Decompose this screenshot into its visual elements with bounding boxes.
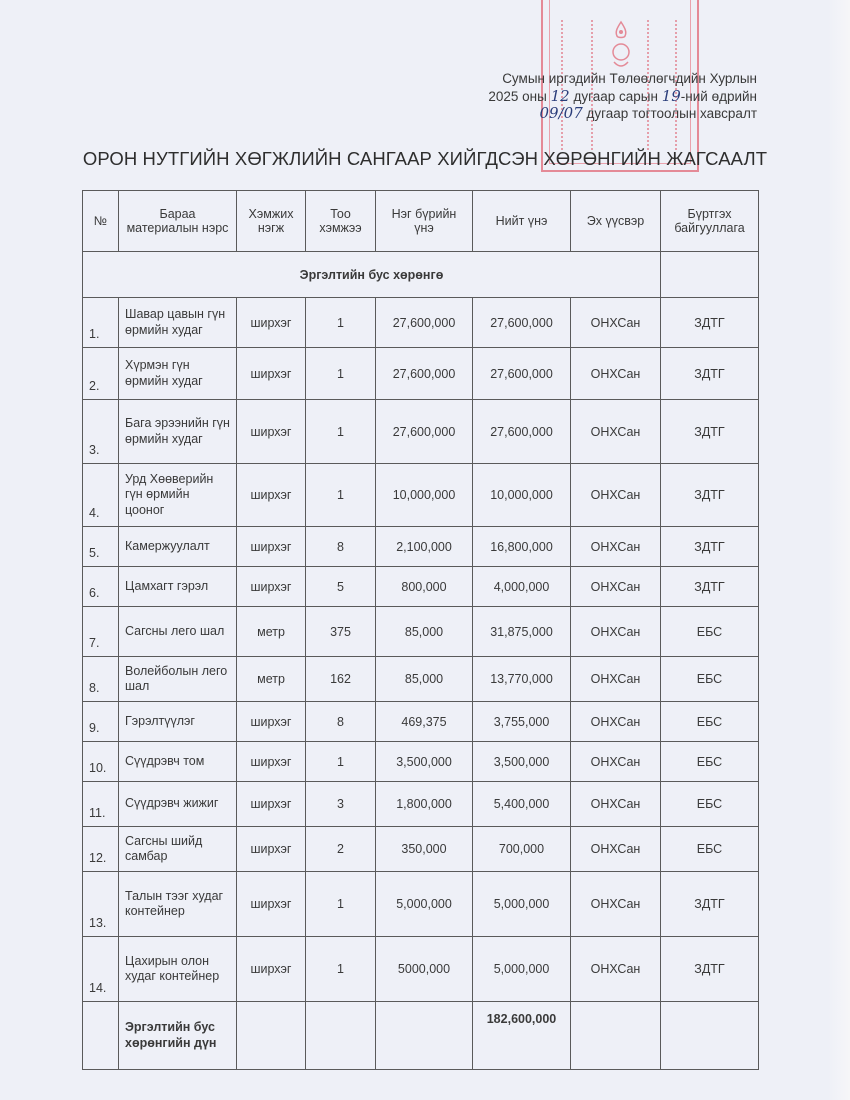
empty-cell [83,1002,119,1070]
quantity: 1 [306,937,376,1002]
total-price: 5,400,000 [473,782,571,827]
section-header-row [83,252,759,298]
source: ОНХСан [571,827,661,872]
source: ОНХСан [571,742,661,782]
header-source: Эх үүсвэр [571,191,661,252]
unit-price: 27,600,000 [376,298,473,348]
header-item-name: Бараа материалын нэрс [119,191,237,252]
table-row [83,400,759,464]
item-name: Хүрмэн гүн өрмийн худаг [119,348,237,400]
item-name: Урд Хөөверийн гүн өрмийн цооног [119,464,237,527]
quantity: 3 [306,782,376,827]
row-number: 13. [83,872,119,937]
unit: ширхэг [237,400,306,464]
header-unit-price: Нэг бүрийн үнэ [376,191,473,252]
table-row [83,567,759,607]
empty-cell [661,252,759,298]
source: ОНХСан [571,607,661,657]
table-row [83,742,759,782]
source: ОНХСан [571,298,661,348]
unit: ширхэг [237,872,306,937]
note-line-3 [488,105,757,123]
unit-price: 3,500,000 [376,742,473,782]
total-label: Эргэлтийн бус хөрөнгийн дүн [119,1002,237,1070]
note-month-label: дугаар сарын [573,88,658,104]
grand-total: 182,600,000 [473,1002,571,1070]
registering-org: ЗДТГ [661,400,759,464]
quantity: 1 [306,464,376,527]
item-name: Шавар цавын гүн өрмийн худаг [119,298,237,348]
note-line-1: Сумын иргэдийн Төлөөлөгчдийн Хурлын [502,71,757,86]
table-row [83,607,759,657]
empty-cell [661,1002,759,1070]
unit: метр [237,607,306,657]
source: ОНХСан [571,400,661,464]
table-row [83,527,759,567]
item-name: Сагсны шийд самбар [119,827,237,872]
table-row [83,348,759,400]
unit: ширхэг [237,298,306,348]
table-row [83,657,759,702]
table-row [83,827,759,872]
item-name: Сүүдрэвч том [119,742,237,782]
registering-org: ЗДТГ [661,464,759,527]
item-name: Сагсны лего шал [119,607,237,657]
unit: метр [237,657,306,702]
header-unit: Хэмжих нэгж [237,191,306,252]
registering-org: ЗДТГ [661,348,759,400]
row-number: 14. [83,937,119,1002]
unit: ширхэг [237,567,306,607]
unit-price: 85,000 [376,657,473,702]
row-number: 9. [83,702,119,742]
unit: ширхэг [237,464,306,527]
item-name: Цахирын олон худаг контейнер [119,937,237,1002]
note-year: 2025 оны [488,88,547,104]
registering-org: ЕБС [661,657,759,702]
total-price: 5,000,000 [473,872,571,937]
unit-price: 469,375 [376,702,473,742]
empty-cell [306,1002,376,1070]
registering-org: ЗДТГ [661,527,759,567]
total-price: 31,875,000 [473,607,571,657]
registering-org: ЗДТГ [661,937,759,1002]
row-number: 3. [83,400,119,464]
handwritten-month: 12 [550,86,570,105]
header-number: № [83,191,119,252]
row-number: 2. [83,348,119,400]
total-price: 16,800,000 [473,527,571,567]
table-row [83,702,759,742]
source: ОНХСан [571,872,661,937]
total-price: 5,000,000 [473,937,571,1002]
total-price: 27,600,000 [473,348,571,400]
source: ОНХСан [571,527,661,567]
registering-org: ЕБС [661,702,759,742]
registering-org: ЕБС [661,782,759,827]
quantity: 1 [306,400,376,464]
source: ОНХСан [571,937,661,1002]
quantity: 1 [306,872,376,937]
unit-price: 350,000 [376,827,473,872]
quantity: 1 [306,298,376,348]
quantity: 1 [306,742,376,782]
unit-price: 800,000 [376,567,473,607]
source: ОНХСан [571,702,661,742]
source: ОНХСан [571,464,661,527]
quantity: 8 [306,702,376,742]
note-line-2 [488,88,757,106]
table-row [83,298,759,348]
document-title: ОРОН НУТГИЙН ХӨГЖЛИЙН САНГААР ХИЙГДСЭН ХӨРӨНГИЙН ЖАГСААЛТ [82,148,768,169]
row-number: 5. [83,527,119,567]
note-day-label: -ний өдрийн [680,88,757,104]
registering-org: ЗДТГ [661,872,759,937]
registering-org: ЗДТГ [661,567,759,607]
row-number: 6. [83,567,119,607]
source: ОНХСан [571,348,661,400]
unit: ширхэг [237,527,306,567]
registering-org: ЗДТГ [661,298,759,348]
source: ОНХСан [571,782,661,827]
source: ОНХСан [571,657,661,702]
resolution-annex-note [488,70,757,123]
section-label: Эргэлтийн бус хөрөнгө [83,252,661,298]
unit-price: 5,000,000 [376,872,473,937]
unit: ширхэг [237,937,306,1002]
unit-price: 10,000,000 [376,464,473,527]
quantity: 5 [306,567,376,607]
total-price: 4,000,000 [473,567,571,607]
empty-cell [237,1002,306,1070]
registering-org: ЕБС [661,742,759,782]
total-price: 27,600,000 [473,298,571,348]
unit-price: 5000,000 [376,937,473,1002]
header-registering-org: Бүртгэх байгууллага [661,191,759,252]
unit-price: 27,600,000 [376,400,473,464]
item-name: Камержуулалт [119,527,237,567]
unit-price: 1,800,000 [376,782,473,827]
row-number: 1. [83,298,119,348]
total-price: 10,000,000 [473,464,571,527]
row-number: 10. [83,742,119,782]
unit-price: 85,000 [376,607,473,657]
quantity: 1 [306,348,376,400]
item-name: Цамхагт гэрэл [119,567,237,607]
table-row [83,782,759,827]
total-row [83,1002,759,1070]
handwritten-day: 19 [661,86,681,105]
total-price: 27,600,000 [473,400,571,464]
unit: ширхэг [237,827,306,872]
total-price: 700,000 [473,827,571,872]
item-name: Сүүдрэвч жижиг [119,782,237,827]
quantity: 8 [306,527,376,567]
header-quantity: Тоо хэмжээ [306,191,376,252]
empty-cell [571,1002,661,1070]
table-row [83,872,759,937]
registering-org: ЕБС [661,607,759,657]
total-price: 3,500,000 [473,742,571,782]
quantity: 375 [306,607,376,657]
item-name: Талын тээг худаг контейнер [119,872,237,937]
row-number: 8. [83,657,119,702]
row-number: 4. [83,464,119,527]
asset-list-table [82,190,759,1070]
unit-price: 2,100,000 [376,527,473,567]
table-row [83,937,759,1002]
unit-price: 27,600,000 [376,348,473,400]
item-name: Гэрэлтүүлэг [119,702,237,742]
note-resolution-label: дугаар тогтоолын хавсралт [586,106,757,121]
total-price: 13,770,000 [473,657,571,702]
row-number: 11. [83,782,119,827]
registering-org: ЕБС [661,827,759,872]
empty-cell [376,1002,473,1070]
source: ОНХСан [571,567,661,607]
unit: ширхэг [237,348,306,400]
unit: ширхэг [237,742,306,782]
item-name: Волейболын лего шал [119,657,237,702]
quantity: 2 [306,827,376,872]
table-header-row [83,191,759,252]
total-price: 3,755,000 [473,702,571,742]
row-number: 7. [83,607,119,657]
table-row [83,464,759,527]
unit: ширхэг [237,782,306,827]
unit: ширхэг [237,702,306,742]
quantity: 162 [306,657,376,702]
item-name: Бага эрээнийн гүн өрмийн худаг [119,400,237,464]
header-total-price: Нийт үнэ [473,191,571,252]
row-number: 12. [83,827,119,872]
handwritten-resolution-number: 09/07 [539,104,583,122]
